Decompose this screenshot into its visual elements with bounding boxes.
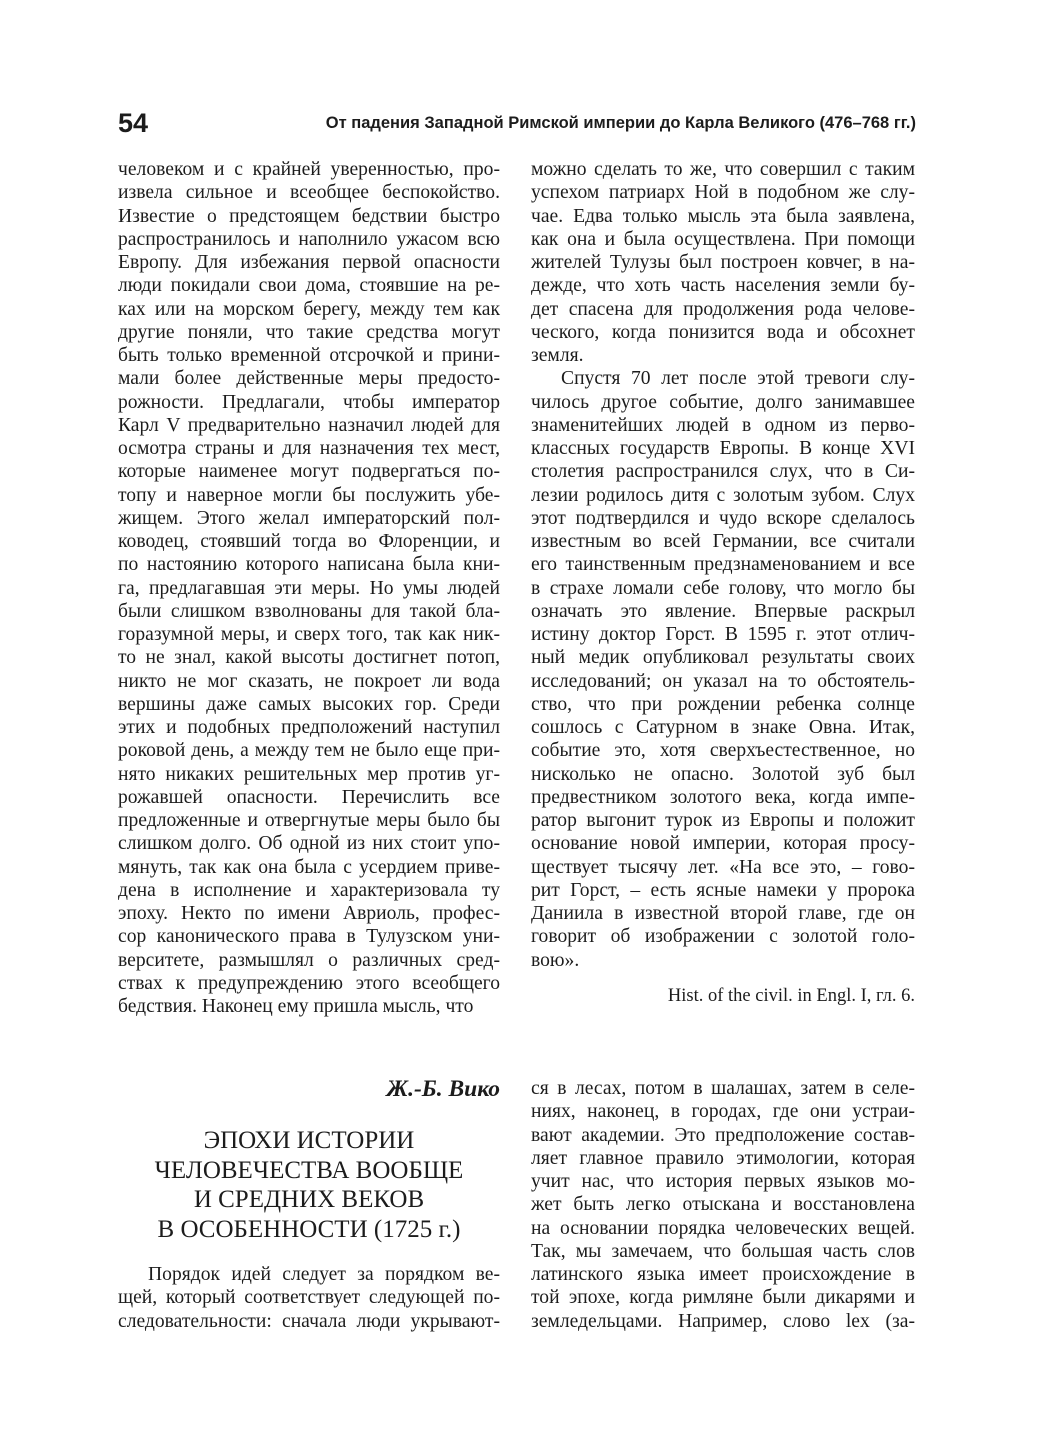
- text-line: успехом патриарх Ной в подобном же слу-: [531, 182, 915, 204]
- text-line: ство, что при рождении ребенка солнце: [531, 693, 915, 715]
- text-line: бедствия. Наконец ему пришла мысль, что: [118, 996, 474, 1017]
- text-line: быть только временной отсрочкой и прини-: [118, 345, 500, 366]
- text-line: которые наименее могут подвергаться по-: [118, 461, 500, 483]
- text-line: Европу. Для избежания первой опасности: [118, 252, 500, 273]
- text-line: ляет главное правило этимологии, которая: [531, 1147, 915, 1169]
- section-title-line: В ОСОБЕННОСТИ (1725 г.): [157, 1215, 461, 1243]
- text-line: той эпохе, когда римляне были дикарями и: [531, 1287, 915, 1309]
- text-line: жителей Тулузы был построен ковчег, в на-: [531, 252, 915, 273]
- text-line: рит Горст, – есть ясные намеки у пророка: [531, 879, 915, 901]
- text-line: сошлось с Сатурном в знаке Овна. Итак,: [531, 717, 915, 738]
- text-line: предложенные и отвергнутые меры было бы: [118, 810, 500, 831]
- text-line: по настоянию которого написана была кни-: [118, 554, 500, 576]
- text-line: дежде, что хоть часть населения земли бу-: [531, 275, 915, 297]
- text-line: этих и подобных предположений наступил: [118, 717, 500, 738]
- text-line: Известие о предстоящем бедствии быстро: [118, 205, 500, 227]
- text-line: Даниила в известной второй главе, где он: [531, 903, 915, 924]
- text-line: ратор выгонит турок из Европы и положит: [531, 810, 915, 831]
- text-line: дена в исполнение и характеризовала ту: [118, 879, 500, 901]
- section-title-line: И СРЕДНИХ ВЕКОВ: [193, 1186, 425, 1213]
- text-line: эпоху. Некто по имени Авриоль, профес-: [118, 903, 500, 924]
- text-line: горазумной меры, и сверх того, так как ник-: [118, 624, 500, 645]
- text-line: ческого, когда понизится вода и обсохнет: [531, 321, 915, 343]
- text-line: чилось другое событие, долго занимавшее: [531, 391, 915, 413]
- running-title: От падения Западной Римской империи до Карла Великого (476–768 гг.): [325, 114, 916, 132]
- text-line: его таинственным предзнаменованием и все: [531, 554, 915, 576]
- text-line: человеком и с крайней уверенностью, про-: [118, 159, 500, 180]
- text-line: учит нас, что история первых языков мо-: [531, 1171, 915, 1192]
- text-line: сор канонического права в Тулузском уни-: [118, 926, 500, 948]
- text-line: основание новой империи, которая просу-: [531, 833, 915, 855]
- text-line: мянуть, так как она была с усердием приве-: [118, 856, 500, 878]
- text-line: жищем. Этого желал императорский пол-: [118, 507, 500, 529]
- text-line: латинского языка имеет происхождение в: [531, 1264, 915, 1285]
- text-line: можно сделать то же, что совершил с таким: [531, 159, 915, 180]
- text-line: знаменитейших людей в одном из перво-: [531, 414, 915, 436]
- text-line: в страхе ломали себе голову, что могло бы: [531, 577, 915, 599]
- text-line: вают академии. Это предположение состав-: [531, 1124, 915, 1146]
- text-line: вершины даже самых высоких гор. Среди: [118, 693, 500, 715]
- text-line: другие поняли, что такие средства могут: [118, 321, 500, 343]
- text-line: предвестником золотого века, когда импе-: [531, 786, 915, 808]
- text-line: столетия распространился слух, что в Си-: [531, 461, 915, 483]
- text-line: дет спасена для продолжения рода челове-: [531, 298, 915, 320]
- text-line: Спустя 70 лет после этой тревоги слу-: [561, 368, 915, 390]
- text-line: известным во всей Германии, все считали: [531, 531, 915, 552]
- text-line: нято никаких решительных мер против уг-: [118, 763, 500, 785]
- source-citation: Hist. of the civil. in Engl. I, гл. 6.: [667, 986, 915, 1006]
- text-line: Карл V предварительно назначил людей для: [118, 414, 500, 436]
- left-column-section-text: [118, 1263, 500, 1333]
- text-line: лезии родилось дитя с золотым зубом. Слух: [531, 484, 915, 506]
- section-title-line: ЧЕЛОВЕЧЕСТВА ВООБЩЕ: [154, 1156, 464, 1184]
- text-line: означать это явление. Впервые раскрыл: [531, 600, 915, 622]
- text-line: земледельцами. Например, слово lex (за-: [531, 1310, 915, 1332]
- text-line: осмотра страны и для назначения тех мест,: [118, 438, 500, 459]
- text-line: верситете, размышлял о различных сред-: [118, 949, 500, 971]
- text-line: ках или на морском берегу, между тем как: [118, 298, 500, 320]
- text-line: чае. Едва только мысль эта была заявлена,: [531, 205, 915, 227]
- text-line: никто не мог сказать, не покроет ли вода: [118, 670, 500, 692]
- text-line: истину доктор Горст. В 1595 г. этот отлич-: [531, 624, 915, 645]
- text-line: мали более действенные меры предосто-: [118, 368, 500, 390]
- page-header: [118, 106, 916, 140]
- text-line: распространилось и наполнило ужасом всю: [118, 228, 500, 250]
- page-number: 54: [118, 108, 149, 138]
- text-line: Порядок идей следует за порядком ве-: [148, 1264, 500, 1285]
- section-title: [118, 1126, 500, 1244]
- text-line: классных государств Европы. В конце XVI: [531, 438, 915, 459]
- right-column-section-text: [531, 1077, 915, 1333]
- text-line: щей, который соответствует следующей по-: [118, 1287, 500, 1309]
- text-line: этот подтвердился и чудо вскоре сделалось: [531, 507, 915, 529]
- text-line: слишком долго. Об одной из них стоит упо-: [118, 833, 500, 855]
- text-line: как она и была осуществлена. При помощи: [531, 228, 915, 250]
- left-column-text: [118, 158, 500, 1018]
- text-line: ный медик опубликовал результаты своих: [531, 647, 915, 669]
- section-title-line: ЭПОХИ ИСТОРИИ: [203, 1127, 415, 1154]
- text-line: нисколько не опасно. Золотой зуб был: [531, 763, 915, 785]
- text-line: событие это, хотя сверхъестественное, но: [531, 740, 915, 762]
- text-line: ниях, наконец, в городах, где они устраи-: [531, 1101, 915, 1123]
- text-line: говорит об изображении с золотой голо-: [531, 926, 915, 948]
- section-author: Ж.-Б. Вико: [386, 1076, 500, 1102]
- text-line: на основании порядка человеческих вещей.: [531, 1217, 915, 1239]
- text-line: вою».: [531, 949, 580, 971]
- text-line: ствах к предупреждению этого всеобщего: [118, 972, 500, 994]
- text-line: земля.: [531, 345, 584, 366]
- text-line: рожности. Предлагали, чтобы император: [118, 391, 500, 413]
- right-column-text: [531, 158, 915, 972]
- text-line: ководец, стоявший тогда во Флоренции, и: [118, 531, 500, 552]
- text-line: были слишком взволнованы для такой бла-: [118, 600, 500, 622]
- text-line: ся в лесах, потом в шалашах, затем в селе-: [531, 1078, 915, 1099]
- text-line: жет быть легко отыскана и восстановлена: [531, 1194, 915, 1216]
- text-line: исследований; он указал на то обстоятель-: [531, 670, 915, 692]
- text-line: извела сильное и всеобщее беспокойство.: [118, 182, 500, 204]
- text-line: роковой день, а между тем не было еще при-: [118, 740, 500, 762]
- text-line: следовательности: сначала люди укрывают-: [118, 1310, 500, 1332]
- text-line: топу и наверное могли бы послужить убе-: [118, 484, 500, 506]
- text-line: Так, мы замечаем, что большая часть слов: [531, 1240, 915, 1262]
- text-line: то не знал, какой высоты достигнет потоп,: [118, 647, 500, 669]
- text-line: га, предлагавшая эти меры. Но умы людей: [118, 577, 500, 599]
- text-line: люди покидали свои дома, стоявшие на ре-: [118, 275, 500, 297]
- text-line: рожавшей опасности. Перечислить все: [118, 786, 500, 808]
- text-line: ществует тысячу лет. «На все это, – гово-: [531, 856, 915, 878]
